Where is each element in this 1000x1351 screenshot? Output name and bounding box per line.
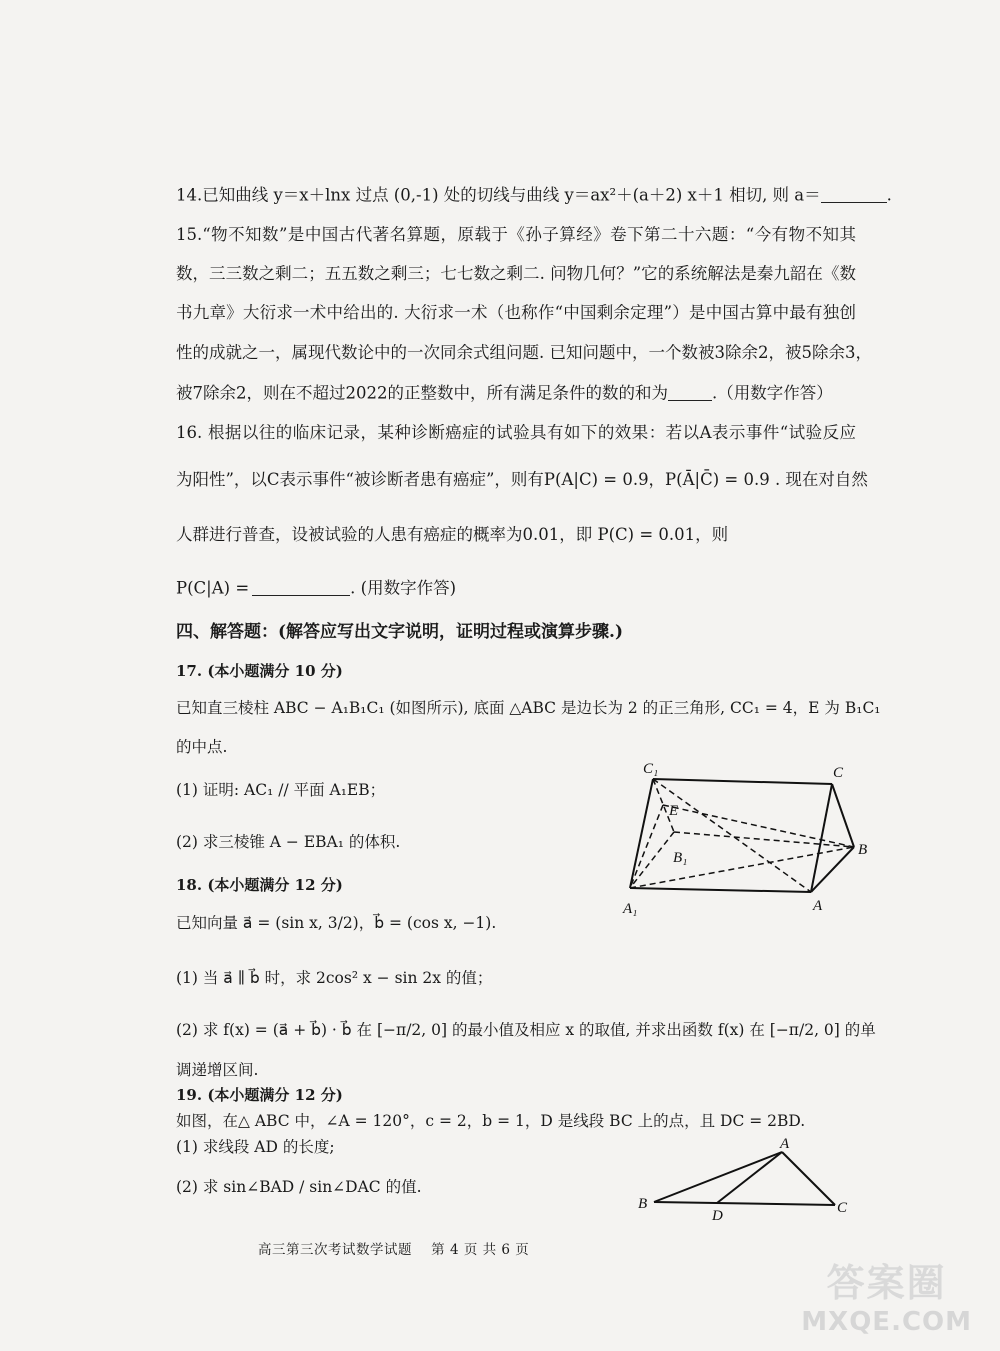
q14-answer-blank [821, 185, 887, 203]
prism-label-e: E [669, 803, 679, 819]
q14-end: . [886, 185, 892, 205]
edge-c1-a1 [630, 779, 653, 888]
q15-line-1: 15.“物不知数”是中国古代著名算题，原载于《孙子算经》卷下第二十六题：“今有物不知其 [176, 225, 856, 244]
q17-line-1: 已知直三棱柱 ABC − A₁B₁C₁ (如图所示), 底面 △ABC 是边长为 2 的正三角形, CC₁ = 4，E 为 B₁C₁ [176, 699, 881, 717]
q15-line-2: 数，三三数之剩二；五五数之剩三；七七数之剩二. 问物几何？”它的系统解法是秦九韶在《数 [176, 264, 856, 283]
q16-line-3: 人群进行普查，设被试验的人患有癌症的概率为0.01，即 P(C) = 0.01，则 [176, 525, 729, 544]
prism-label-c1: C₁ [643, 761, 659, 777]
triangle-label-c: C [837, 1200, 848, 1216]
q17-part-1: (1) 证明: AC₁ // 平面 A₁EB； [176, 781, 386, 799]
side-ac [782, 1152, 835, 1205]
side-bc [654, 1202, 835, 1205]
q19-line-1: 如图，在△ ABC 中，∠A = 120°，c = 2，b = 1，D 是线段 BC 上的点，且 DC = 2BD. [176, 1112, 806, 1130]
q17-header: 17. (本小题满分 10 分) [176, 662, 343, 680]
q15-line-3: 书九章》大衍求一术中给出的. 大衍求一术（也称作“中国剩余定理”）是中国古算中最有独创 [176, 303, 856, 322]
q18-line-1: 已知向量 a⃗ = (sin x, 3/2)，b⃗ = (cos x, −1). [176, 914, 497, 932]
segment-e-a1 [630, 805, 663, 888]
triangle-label-b: B [638, 1196, 648, 1212]
q15-last-before: 被7除余2，则在不超过2022的正整数中，所有满足条件的数的和为 [176, 383, 668, 403]
prism-label-b: B [858, 842, 868, 858]
q15-line-5 [176, 383, 833, 403]
q15-line-4: 性的成就之一，属现代数论中的一次同余式组问题. 已知问题中，一个数被3除余2，被5除余3， [176, 343, 872, 362]
triangle-label-d: D [712, 1208, 723, 1224]
q16-line-4-after: . (用数字作答) [350, 578, 457, 598]
q14-text: 14.已知曲线 y＝x＋lnx 过点 (0,-1) 处的切线与曲线 y＝ax²＋(a＋2) x＋1 相切, 则 a＝ [176, 185, 821, 205]
watermark-line-1: 答案圈 [826, 1261, 947, 1305]
segment-ad [717, 1152, 782, 1203]
q16-line-2: 为阳性”，以C表示事件“被诊断者患有癌症”，则有P(A|C) = 0.9，P(Ā|C̄) = 0.9 . 现在对自然 [176, 470, 868, 489]
q19-part-2: (2) 求 sin∠BAD / sin∠DAC 的值. [176, 1178, 422, 1196]
q18-part-2b: 调递增区间. [176, 1061, 259, 1079]
edge-c1-c [653, 779, 832, 784]
q16-line-1: 16. 根据以往的临床记录，某种诊断癌症的试验具有如下的效果：若以A表示事件“试验反应 [176, 423, 856, 442]
segment-c1-a [653, 779, 811, 892]
prism-label-a: A [813, 898, 823, 914]
q18-part-1: (1) 当 a⃗ ∥ b⃗ 时，求 2cos² x − sin 2x 的值； [176, 969, 493, 987]
q16-line-4-before: P(C|A) = [176, 578, 250, 598]
q17-line-2: 的中点. [176, 738, 228, 756]
watermark-logo [801, 1252, 972, 1337]
edge-a1-a [630, 888, 811, 892]
q19-part-1: (1) 求线段 AD 的长度; [176, 1138, 335, 1156]
triangle-figure [630, 1135, 860, 1225]
triangle-label-a: A [780, 1136, 790, 1152]
q18-part-2: (2) 求 f(x) = (a⃗ + b⃗) · b⃗ 在 [−π/2, 0] 的最小值及相应 x 的取值, 并求出函数 f(x) 在 [−π/2, 0] 的单 [176, 1021, 876, 1039]
watermark-line-2: MXQE.COM [801, 1307, 972, 1337]
q16-line-4 [176, 578, 456, 598]
edge-c-b [832, 784, 854, 847]
segment-e-b [663, 805, 854, 847]
q19-header: 19. (本小题满分 12 分) [176, 1086, 343, 1104]
prism-label-b1: B₁ [673, 850, 688, 866]
q17-part-2: (2) 求三棱锥 A − EBA₁ 的体积. [176, 833, 401, 851]
prism-label-c: C [833, 765, 844, 781]
prism-label-a1: A₁ [623, 901, 638, 917]
edge-b1-b [674, 832, 854, 847]
question-14 [176, 185, 892, 205]
q16-answer-blank [252, 578, 350, 596]
section-4-heading: 四、解答题：(解答应写出文字说明，证明过程或演算步骤.) [176, 622, 624, 642]
q15-last-after: .（用数字作答） [712, 383, 833, 403]
q15-answer-blank [668, 383, 712, 401]
page-footer: 高三第三次考试数学试题 第 4 页 共 6 页 [258, 1242, 530, 1258]
prism-figure [615, 755, 880, 920]
side-ba [654, 1152, 782, 1202]
q18-header: 18. (本小题满分 12 分) [176, 876, 343, 894]
